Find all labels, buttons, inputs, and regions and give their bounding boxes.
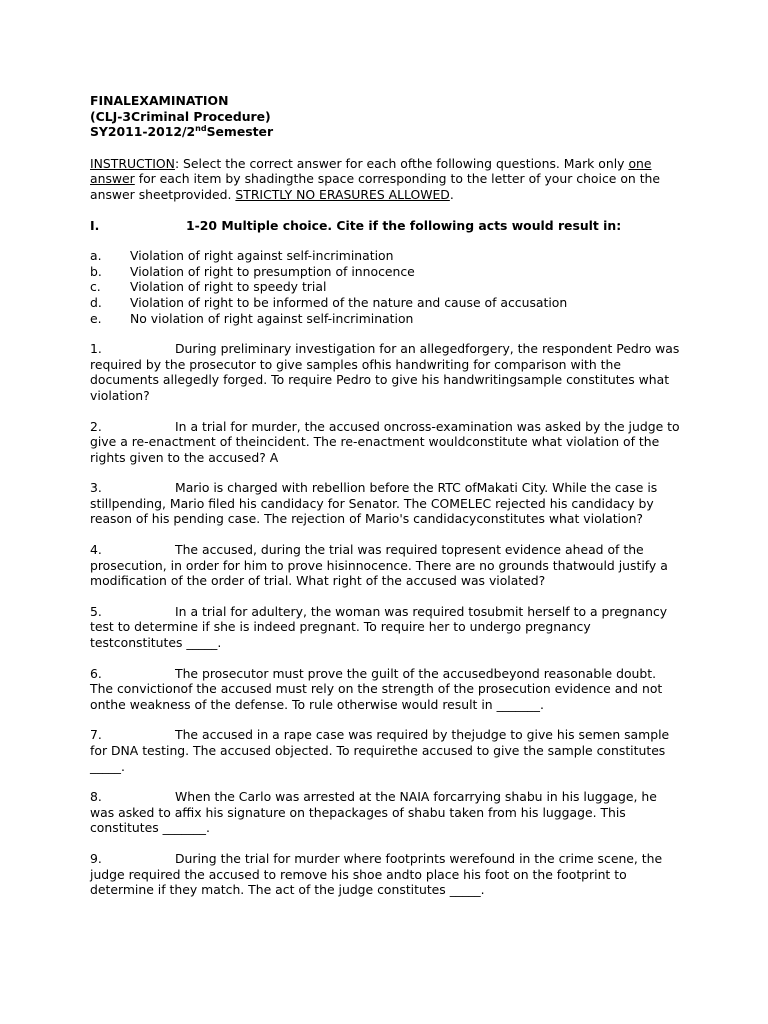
exam-content bbox=[90, 93, 680, 898]
instruction-text-1: : Select the correct answer for each ofthe following questions. Mark only bbox=[174, 155, 629, 171]
question-text: When the Carlo was arrested at the NAIA forcarrying shabu in his luggage, he was asked to affix his signature on thepackages of shabu taken from his luggage. This constitutes _______. bbox=[90, 789, 657, 836]
choice-e bbox=[90, 311, 680, 327]
course-title: (CLJ-3Criminal Procedure) bbox=[90, 108, 271, 124]
school-year: SY2011-2012/2 bbox=[90, 124, 196, 140]
semester-line bbox=[90, 124, 680, 140]
question-4 bbox=[90, 542, 680, 589]
choice-text: No violation of right against self-incrimination bbox=[130, 310, 414, 326]
question-text: In a trial for adultery, the woman was required tosubmit herself to a pregnancy test to determine if she is indeed pregnant. To require her to undergo pregnancy testconstitutes _____. bbox=[90, 603, 668, 651]
question-3 bbox=[90, 480, 680, 527]
instruction-end: . bbox=[449, 186, 454, 202]
instruction-text-2: for each item by shadingthe space corresponding to the letter of your choice on the answer sheetprovided. bbox=[90, 171, 661, 202]
choice-letter: c. bbox=[90, 279, 101, 295]
question-number: 2. bbox=[90, 418, 102, 434]
exam-header bbox=[90, 93, 680, 140]
question-number: 5. bbox=[90, 603, 102, 619]
ordinal-suffix: nd bbox=[195, 124, 207, 134]
question-text: The prosecutor must prove the guilt of the accusedbeyond reasonable doubt. The convictionof the accused must rely on the strength of the prosecution evidence and not onthe weakness of the defense. To rule otherwise would result in _______. bbox=[90, 665, 663, 712]
question-text: During the trial for murder where footprints werefound in the crime scene, the judge required the accused to remove his shoe andto place his foot on the footprint to determine if they match. The act of the judge constitutes _____. bbox=[90, 850, 663, 898]
choice-letter: b. bbox=[90, 263, 102, 279]
question-6 bbox=[90, 666, 680, 713]
question-text: During preliminary investigation for an allegedforgery, the respondent Pedro was required by the prosecutor to give samples ofhis handwriting for comparison with the documents allegedly forged. To require Pedro to give his handwritingsample constitutes what violation? bbox=[90, 341, 680, 403]
choice-c bbox=[90, 279, 680, 295]
question-text: Mario is charged with rebellion before the RTC ofMakati City. While the case is stillpending, Mario filed his candidacy for Senator. The COMELEC rejected his candidacy by reason of his pending case. The rejection of Mario's candidacyconstitutes what violation? bbox=[90, 480, 658, 527]
question-text: The accused in a rape case was required by thejudge to give his semen sample for DNA testing. The accused objected. To requirethe accused to give the sample constitutes _____. bbox=[90, 727, 670, 774]
question-number: 4. bbox=[90, 542, 102, 558]
question-8 bbox=[90, 789, 680, 836]
choice-letter: e. bbox=[90, 310, 102, 326]
instruction-paragraph bbox=[90, 156, 680, 203]
question-number: 1. bbox=[90, 341, 102, 357]
question-number: 6. bbox=[90, 665, 102, 681]
choice-letter: d. bbox=[90, 294, 102, 310]
choice-text: Violation of right against self-incrimination bbox=[130, 248, 394, 264]
question-1 bbox=[90, 341, 680, 403]
choice-text: Violation of right to presumption of innocence bbox=[130, 263, 415, 279]
no-erasures-warning: STRICTLY NO ERASURES ALLOWED bbox=[235, 186, 450, 202]
exam-title: FINALEXAMINATION bbox=[90, 93, 229, 108]
choice-text: Violation of right to speedy trial bbox=[130, 279, 327, 295]
question-number: 3. bbox=[90, 480, 102, 496]
question-7 bbox=[90, 727, 680, 774]
question-number: 9. bbox=[90, 850, 102, 866]
question-number: 7. bbox=[90, 727, 102, 743]
question-9 bbox=[90, 851, 680, 898]
section-title: 1-20 Multiple choice. Cite if the following acts would result in: bbox=[186, 217, 622, 233]
instruction-label: INSTRUCTION bbox=[90, 155, 175, 171]
choice-d bbox=[90, 295, 680, 311]
question-number: 8. bbox=[90, 789, 102, 805]
section-number: I. bbox=[90, 217, 100, 233]
question-text: The accused, during the trial was required topresent evidence ahead of the prosecution, in order for him to prove hisinnocence. There are no grounds thatwould justify a modification of the order of trial. What right of the accused was violated? bbox=[90, 542, 668, 589]
answer-choices bbox=[90, 248, 680, 326]
choice-b bbox=[90, 264, 680, 280]
choice-text: Violation of right to be informed of the nature and cause of accusation bbox=[130, 294, 568, 310]
question-5 bbox=[90, 604, 680, 651]
one-answer-emphasis: one answer bbox=[90, 155, 652, 187]
semester-label: Semester bbox=[206, 124, 274, 140]
section-heading bbox=[90, 218, 680, 234]
question-2 bbox=[90, 419, 680, 466]
choice-a bbox=[90, 248, 680, 264]
question-text: In a trial for murder, the accused oncross-examination was asked by the judge to give a re-enactment of theincident. The re-enactment wouldconstitute what violation of the rights given to the accused? A bbox=[90, 418, 680, 465]
choice-letter: a. bbox=[90, 248, 102, 264]
